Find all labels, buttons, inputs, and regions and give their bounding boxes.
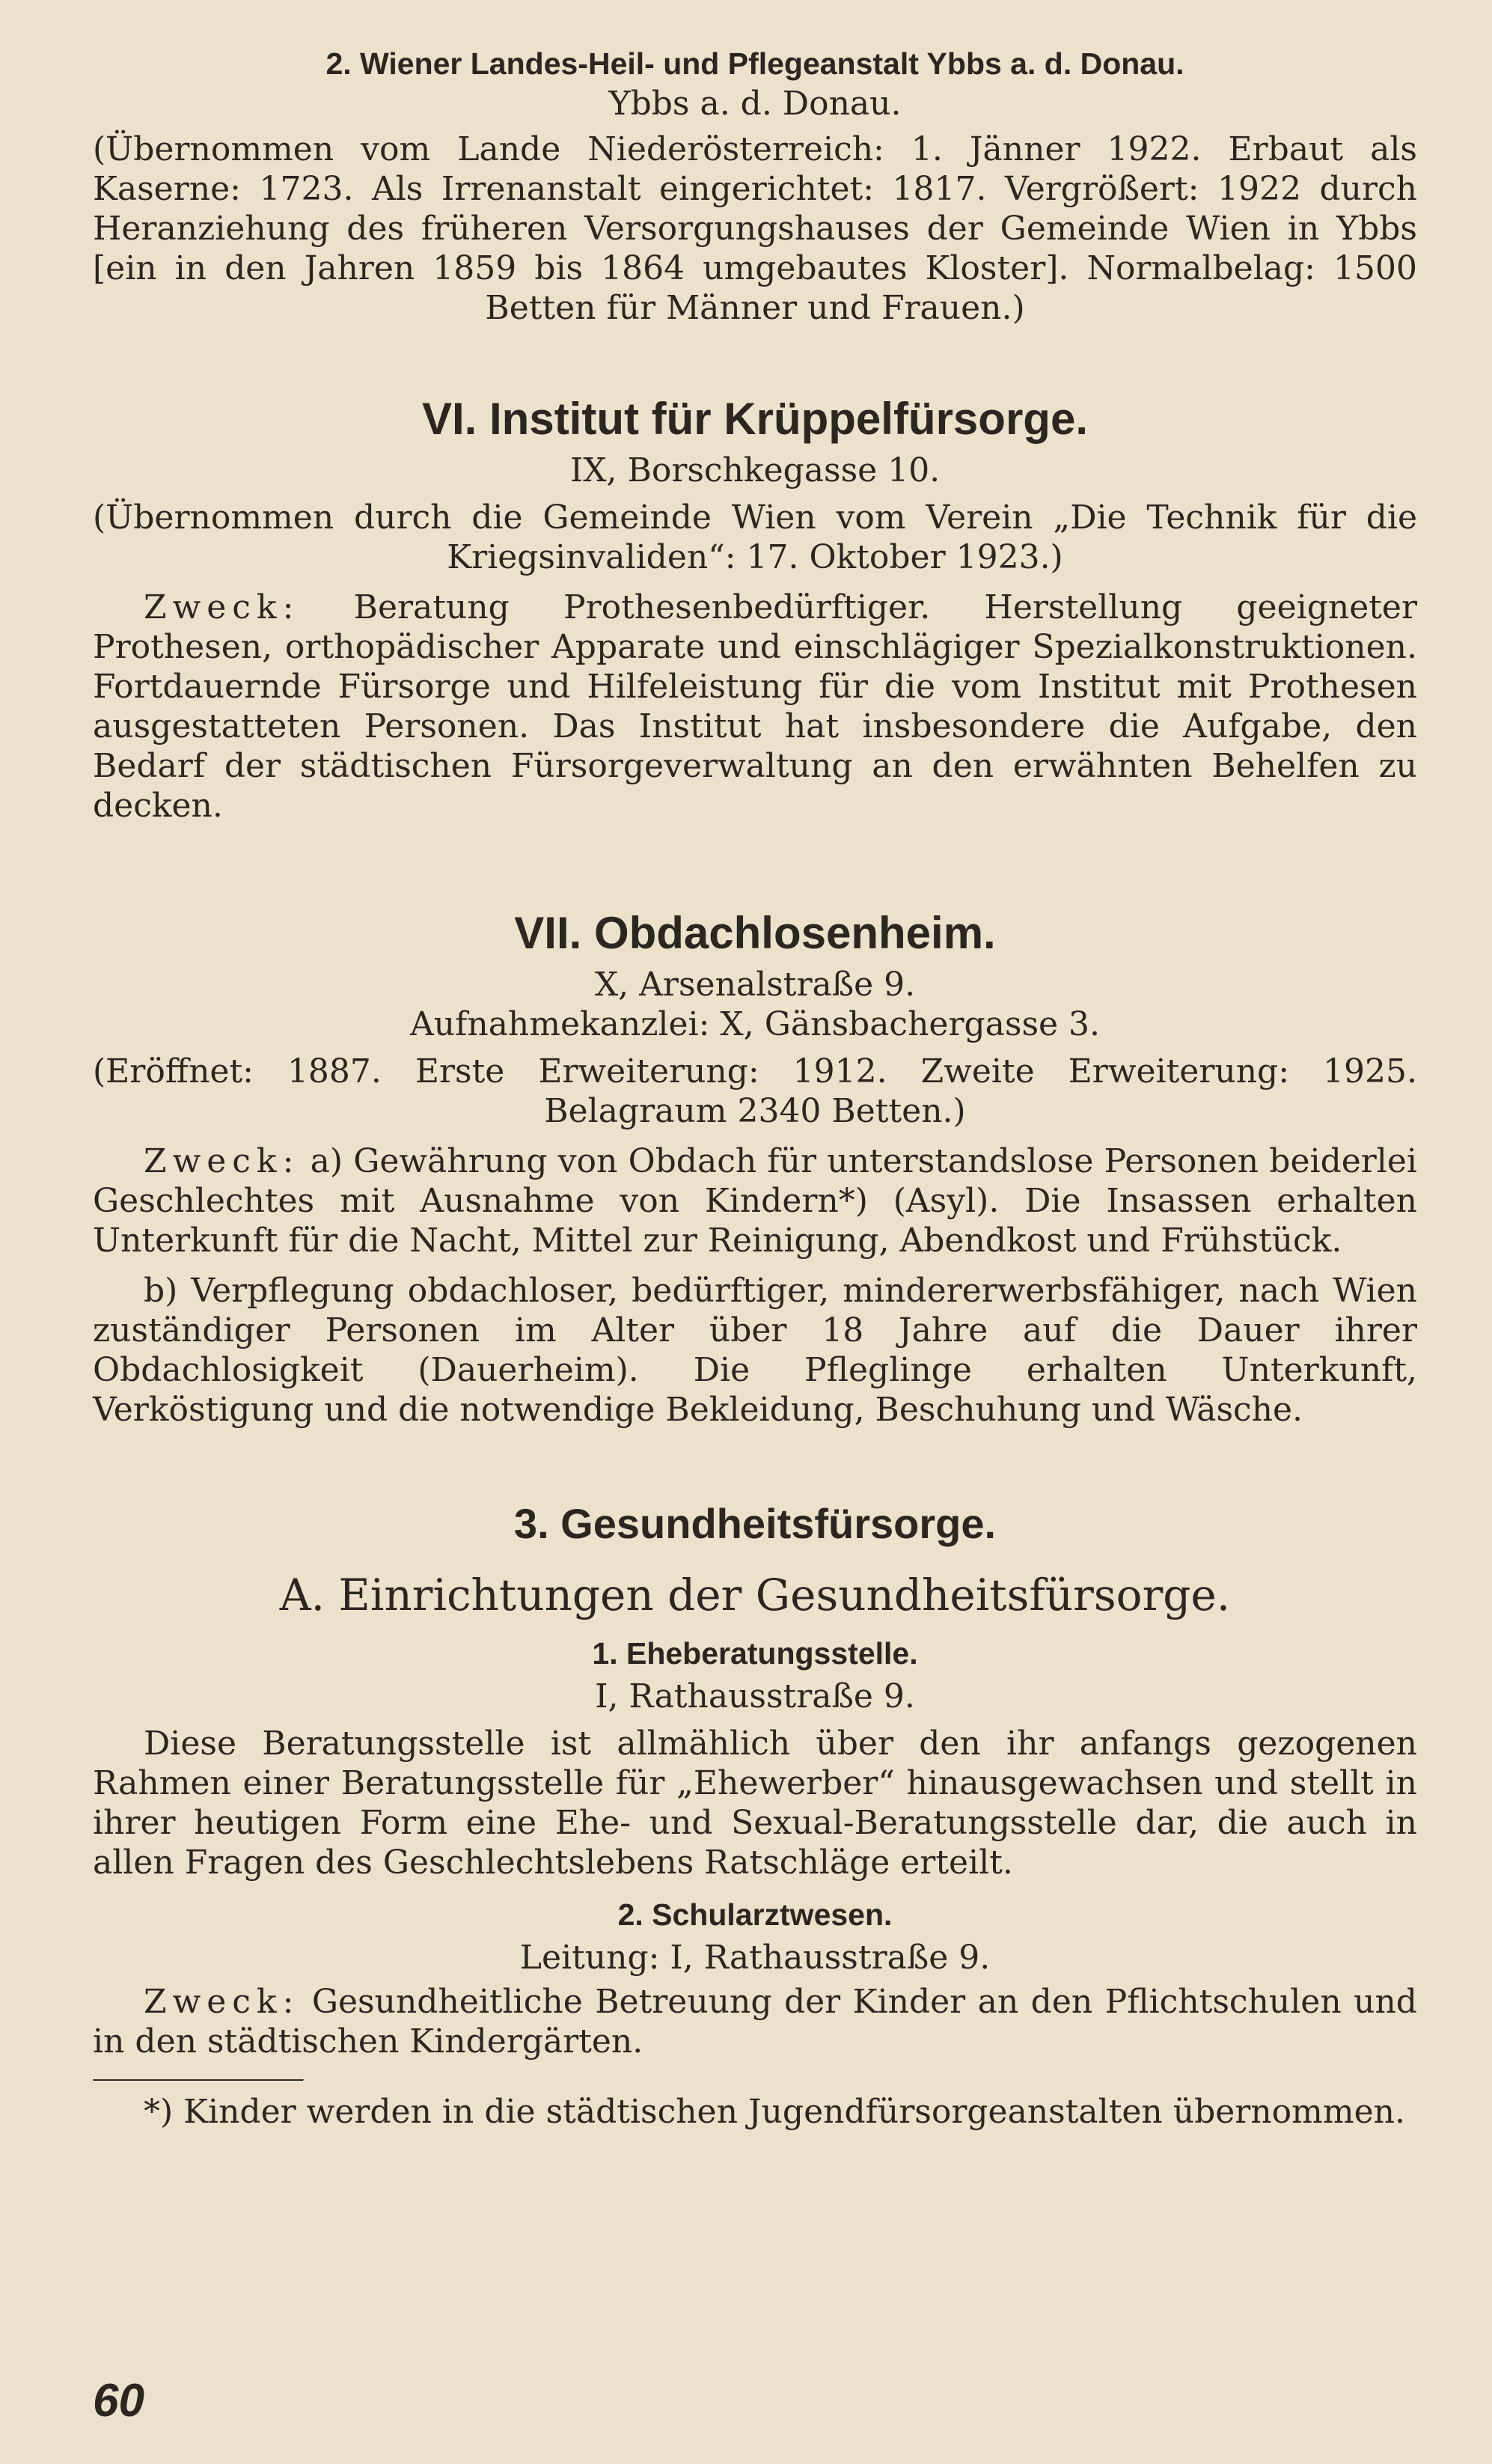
address-vi: IX, Borschkegasse 10. — [569, 451, 941, 490]
note-vi: (Übernommen durch die Gemeinde Wien vom Verein „Die Technik für die Kriegsinvaliden“: 17. Oktober 1923.) — [93, 498, 1417, 576]
section-heading-3: 3. Gesundheitsfürsorge. — [513, 1500, 997, 1547]
text-eheberatung: Diese Beratungsstelle ist allmählich über den ihr anfangs gezogenen Rahmen einer Beratungsstelle für „Ehewerber“ hinausgewachsen und stellt in ihrer heutigen Form eine Ehe- und Sexual-Beratungsstelle dar, die auch in allen Fragen des Geschlechtslebens Ratschläge erteilt. — [93, 1725, 1417, 1882]
purpose-vii-b: b) Verpflegung obdachloser, bedürftiger, mindererwerbsfähiger, nach Wien zuständiger Personen im Alter über 18 Jahre auf die Dauer ihrer Obdachlosigkeit (Dauerheim). Die Pfleglinge erhalten Unterkunft, Verköstigung und die notwendige Bekleidung, Beschuhung und Wäsche. — [93, 1272, 1417, 1429]
footnote: *) Kinder werden in die städtischen Jugendfürsorgeanstalten übernommen. — [144, 2093, 1405, 2131]
footnote-divider — [93, 2079, 304, 2082]
purpose-label: Zweck: — [144, 588, 300, 626]
page-content — [93, 45, 1417, 2132]
address-ybbs: Ybbs a. d. Donau. — [608, 85, 902, 123]
address-vii-1: X, Arsenalstraße 9. — [594, 966, 916, 1004]
address-vii-2: Aufnahmekanzlei: X, Gänsbachergasse 3. — [409, 1005, 1101, 1043]
page-number: 60 — [93, 2375, 144, 2427]
purpose-text: Beratung Prothesenbedürftiger. Herstellung geeigneter Prothesen, orthopädischer Apparate und einschlägiger Spezialkonstruktionen. Fortdauernde Fürsorge und Hilfeleistung für die vom Institut mit Prothesen ausgestatteten Personen. Das Institut hat insbesondere die Aufgabe, den Bedarf der städtischen Fürsorgeverwaltung an den erwähnten Behelfen zu decken. — [93, 588, 1417, 825]
subsection-heading-a: A. Einrichtungen der Gesundheitsfürsorge. — [279, 1570, 1231, 1620]
item-heading-schularzt: 2. Schularztwesen. — [617, 1897, 893, 1932]
address-eheberatung: I, Rathausstraße 9. — [595, 1677, 915, 1716]
section-heading-vi: VI. Institut für Krüppelfürsorge. — [421, 394, 1088, 444]
purpose-label: Zweck: — [144, 1983, 300, 2021]
purpose-text-a: a) Gewährung von Obdach für unterstandslose Personen beiderlei Geschlechtes mit Ausnahme von Kindern*) (Asyl). Die Insassen erhalten Unterkunft für die Nacht, Mittel zur Reinigung, Abendkost und Frühstück. — [93, 1142, 1417, 1260]
note-vii: (Eröffnet: 1887. Erste Erweiterung: 1912. Zweite Erweiterung: 1925. Belagraum 2340 Betten.) — [93, 1052, 1417, 1130]
purpose-text-schularzt: Gesundheitliche Betreuung der Kinder an den Pflichtschulen und in den städtischen Kindergärten. — [93, 1983, 1417, 2061]
item-heading-eheberatung: 1. Eheberatungsstelle. — [592, 1636, 918, 1671]
section-heading-ybbs: 2. Wiener Landes-Heil- und Pflegeanstalt Ybbs a. d. Donau. — [325, 46, 1184, 81]
purpose-vi — [93, 588, 1417, 826]
purpose-vii-a — [93, 1141, 1417, 1260]
note-ybbs: (Übernommen vom Lande Niederösterreich: 1. Jänner 1922. Erbaut als Kaserne: 1723. Als Irrenanstalt eingerichtet: 1817. Vergrößert: 1922 durch Heranziehung des früheren Versorgungshauses der Gemeinde Wien in Ybbs [ein in den Jahren 1859 bis 1864 umgebautes Kloster]. Normalbelag: 1500 Betten für Männer und Frauen.) — [93, 130, 1417, 327]
address-schularzt: Leitung: I, Rathausstraße 9. — [519, 1939, 991, 1977]
purpose-schularzt — [93, 1982, 1417, 2061]
section-heading-vii: VII. Obdachlosenheim. — [514, 908, 996, 958]
purpose-label: Zweck: — [144, 1142, 300, 1180]
